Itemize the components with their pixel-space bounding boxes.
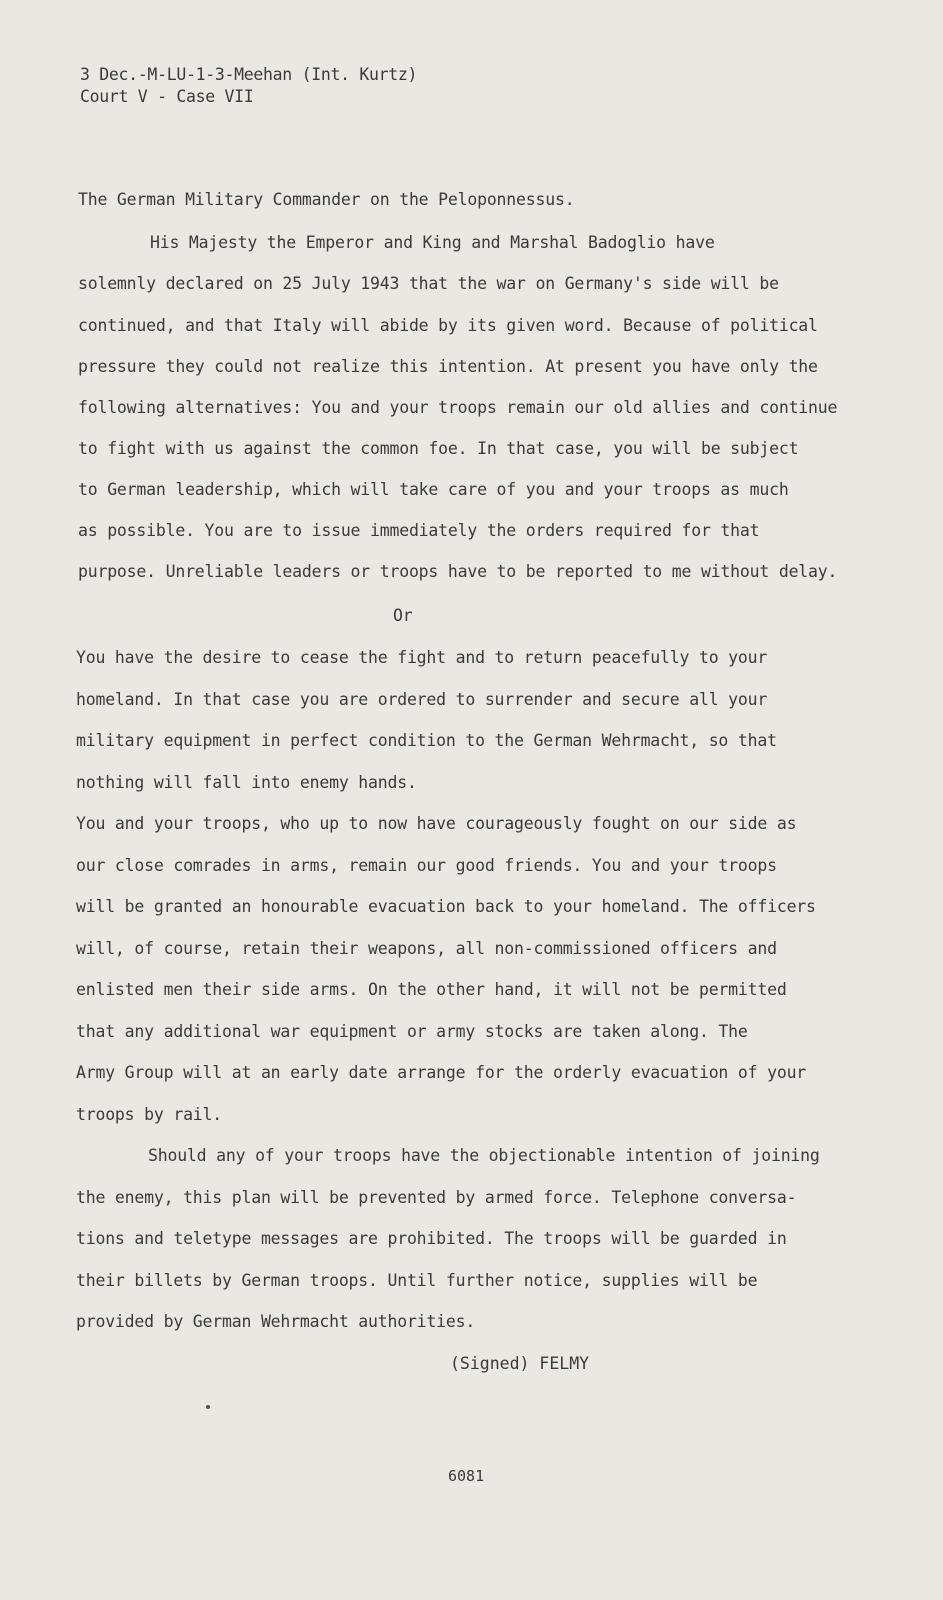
- paragraph-2-line: nothing will fall into enemy hands.: [76, 773, 417, 792]
- paragraph-2-line: You have the desire to cease the fight and to return peacefully to your: [76, 648, 768, 667]
- paragraph-4-line: Should any of your troops have the objectionable intention of joining: [148, 1146, 820, 1165]
- paragraph-4-line: their billets by German troops. Until further notice, supplies will be: [76, 1271, 758, 1290]
- page-number: 6081: [448, 1467, 485, 1485]
- paragraph-4-line: tions and teletype messages are prohibited. The troops will be guarded in: [76, 1229, 787, 1248]
- case-header-line-2: Court V - Case VII: [80, 87, 254, 106]
- paragraph-3-line: our close comrades in arms, remain our good friends. You and your troops: [76, 856, 777, 875]
- paragraph-3-line: You and your troops, who up to now have courageously fought on our side as: [76, 814, 797, 833]
- paragraph-1-line: to German leadership, which will take care of you and your troops as much: [78, 480, 789, 499]
- paragraph-1-line: continued, and that Italy will abide by its given word. Because of political: [78, 316, 818, 335]
- paragraph-1-line: to fight with us against the common foe. In that case, you will be subject: [78, 439, 799, 458]
- paragraph-3-line: Army Group will at an early date arrange for the orderly evacuation of your: [76, 1063, 807, 1082]
- paragraph-1-line: pressure they could not realize this intention. At present you have only the: [78, 357, 818, 376]
- paragraph-4-line: provided by German Wehrmacht authorities.: [76, 1312, 476, 1331]
- paragraph-2-line: homeland. In that case you are ordered to surrender and secure all your: [76, 690, 768, 709]
- paragraph-1-line: solemnly declared on 25 July 1943 that the war on Germany's side will be: [78, 274, 779, 293]
- paragraph-1-line: following alternatives: You and your troops remain our old allies and continue: [78, 398, 838, 417]
- or-separator: Or: [393, 606, 413, 625]
- paragraph-1-line: purpose. Unreliable leaders or troops have to be reported to me without delay.: [78, 562, 838, 581]
- paragraph-2-line: military equipment in perfect condition to the German Wehrmacht, so that: [76, 731, 777, 750]
- paragraph-1-line: as possible. You are to issue immediately the orders required for that: [78, 521, 760, 540]
- case-header-line-1: 3 Dec.-M-LU-1-3-Meehan (Int. Kurtz): [80, 65, 418, 84]
- paragraph-3-line: that any additional war equipment or army stocks are taken along. The: [76, 1022, 748, 1041]
- paragraph-3-line: will, of course, retain their weapons, all non-commissioned officers and: [76, 939, 777, 958]
- case-header: [80, 64, 417, 108]
- paragraph-4-line: the enemy, this plan will be prevented by armed force. Telephone conversa-: [76, 1188, 797, 1207]
- paper-speck: [206, 1405, 210, 1409]
- signature-line: (Signed) FELMY: [450, 1354, 590, 1373]
- paragraph-3-line: troops by rail.: [76, 1105, 223, 1124]
- document-title: The German Military Commander on the Peloponnessus.: [78, 190, 575, 209]
- paragraph-1-line: His Majesty the Emperor and King and Marshal Badoglio have: [150, 233, 715, 252]
- paragraph-3-line: enlisted men their side arms. On the other hand, it will not be permitted: [76, 980, 787, 999]
- paragraph-3-line: will be granted an honourable evacuation back to your homeland. The officers: [76, 897, 816, 916]
